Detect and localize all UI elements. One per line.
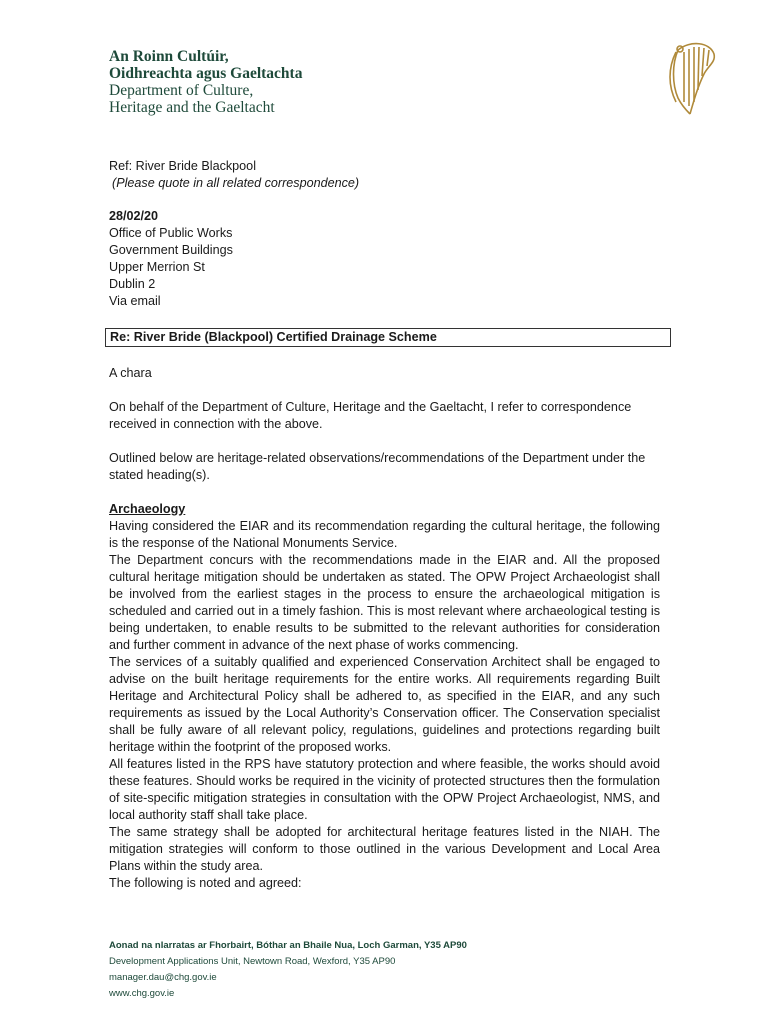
harp-icon <box>664 40 718 120</box>
body-paragraph: The Department concurs with the recommendations made in the EIAR and. All the proposed cultural heritage mitigation should be undertaken as stated. The OPW Project Archaeologist shall be involved from the earliest stages in the process to ensure the archaeological mitigation is scheduled and carried out in a timely fashion. This is most relevant where archaeological testing is being undertaken, to enable results to be submitted to the relevant authorities for consideration and further comment in advance of the next phase of works commencing. <box>109 553 660 652</box>
reference-note: (Please quote in all related correspondence) <box>112 176 360 190</box>
dept-name-irish-2: Oidhreachta agus Gaeltachta <box>109 65 303 82</box>
intro-paragraph: Outlined below are heritage-related observations/recommendations of the Department under the stated heading(s). <box>109 451 646 482</box>
body-paragraph: The same strategy shall be adopted for architectural heritage features listed in the NIAH. The mitigation strategies will conform to those outlined in the various Development and Local Area Plans within the study area. <box>109 825 660 873</box>
body-paragraph: The services of a suitably qualified and experienced Conservation Architect shall be engaged to advise on the built heritage requirements for the entire works. All requirements regarding Built Heritage and Architectural Policy shall be adhered to, as specified in the EIAR, and any such requirements as issued by the Local Authority’s Conservation officer. The Conservation specialist shall be fully aware of all relevant policy, regulations, guidelines and protections regarding built heritage within the footprint of the proposed works. <box>109 655 660 754</box>
body-paragraph: The following is noted and agreed: <box>109 876 302 890</box>
letter-date: 28/02/20 <box>109 209 159 223</box>
subject-line: Re: River Bride (Blackpool) Certified Drainage Scheme <box>105 328 671 347</box>
department-name-block <box>109 48 302 116</box>
dept-name-english-2: Heritage and the Gaeltacht <box>109 99 275 116</box>
dept-name-irish-1: An Roinn Cultúir, <box>109 48 229 65</box>
address-line: Office of Public Works <box>109 226 233 240</box>
salutation: A chara <box>109 366 152 380</box>
footer-address-english: Development Applications Unit, Newtown Road, Wexford, Y35 AP90 <box>109 956 396 967</box>
recipient-address <box>109 208 233 310</box>
intro-paragraph: On behalf of the Department of Culture, Heritage and the Gaeltacht, I refer to correspondence received in connection with the above. <box>109 400 632 431</box>
footer-email-link[interactable]: manager.dau@chg.gov.ie <box>109 972 217 983</box>
body-paragraph: All features listed in the RPS have statutory protection and where feasible, the works should avoid these features. Should works be required in the vicinity of protected structures then the formulation of site-specific mitigation strategies in consultation with the OPW Project Archaeologist, NMS, and local authority staff shall take place. <box>109 757 660 822</box>
address-line: Via email <box>109 294 161 308</box>
footer-web-link[interactable]: www.chg.gov.ie <box>109 988 175 999</box>
dept-name-english-1: Department of Culture, <box>109 82 254 99</box>
reference-line: Ref: River Bride Blackpool <box>109 159 256 173</box>
address-line: Upper Merrion St <box>109 260 205 274</box>
section-heading: Archaeology <box>109 502 186 516</box>
reference-block <box>109 158 359 192</box>
address-line: Dublin 2 <box>109 277 156 291</box>
footer-address-irish: Aonad na nIarratas ar Fhorbairt, Bóthar an Bhaile Nua, Loch Garman, Y35 AP90 <box>109 940 467 951</box>
footer <box>109 938 467 1002</box>
archaeology-section <box>109 501 660 892</box>
body-paragraph: Having considered the EIAR and its recommendation regarding the cultural heritage, the following is the response of the National Monuments Service. <box>109 519 660 550</box>
address-line: Government Buildings <box>109 243 233 257</box>
